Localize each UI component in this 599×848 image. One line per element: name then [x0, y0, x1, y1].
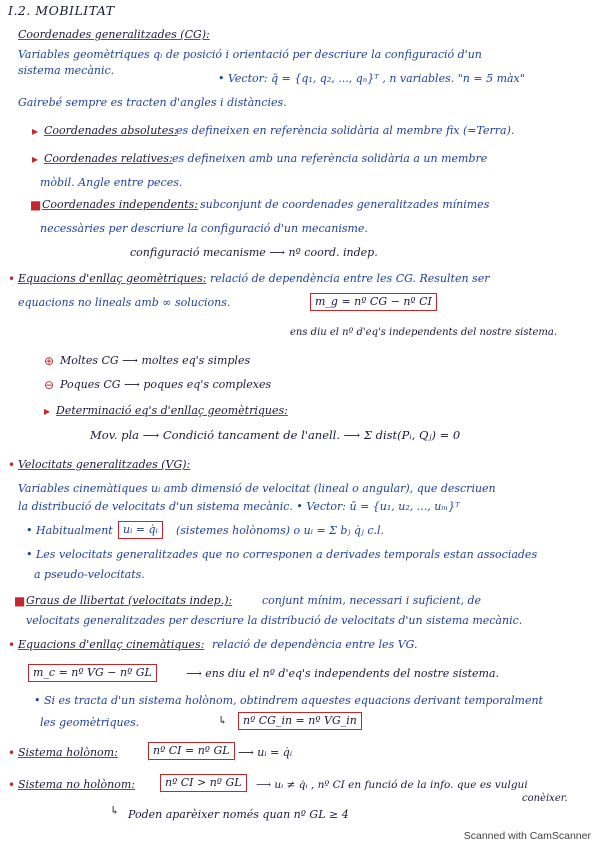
- cg-vg-box: nº CG_in = nº VG_in: [238, 712, 362, 730]
- det-text: Mov. pla ⟶ Condició tancament de l'anell. ⟶ Σ dist(Pᵢ, Qⱼ) = 0: [90, 428, 461, 442]
- eq-geo-title: Equacions d'enllaç geomètriques:: [18, 272, 207, 285]
- gl-text: conjunt mínim, necessari i suficient, de: [262, 594, 482, 607]
- nohol-text: ⟶ uᵢ ≠ q̇ᵢ , nº CI en funció de la info. que es vulgui: [256, 779, 528, 791]
- abs-title: Coordenades absolutes:: [44, 124, 178, 137]
- det-title: Determinació eq's d'enllaç geomètriques:: [56, 404, 288, 417]
- circled-minus-icon: ⊖: [44, 378, 55, 392]
- rel-text-2: mòbil. Angle entre peces.: [40, 176, 183, 189]
- dot-bullet-icon: •: [8, 272, 16, 286]
- eq-geo-text: relació de dependència entre les CG. Resulten ser: [210, 272, 490, 285]
- rel-text: es defineixen amb una referència solidària a un membre: [172, 152, 488, 165]
- cg-text-3: Gairebé sempre es tracten d'angles i distàncies.: [18, 96, 287, 109]
- eq-cin-text-1: • Si es tracta d'un sistema holònom, obtindrem aquestes equacions derivant temporalment: [34, 694, 543, 707]
- triangle-bullet-icon: ▸: [32, 152, 39, 166]
- few-cg-item: Poques CG ⟶ poques eq's complexes: [60, 378, 272, 391]
- ind-text: subconjunt de coordenades generalitzades mínimes: [200, 198, 490, 211]
- ind-title: Coordenades independents:: [42, 198, 199, 211]
- square-bullet-icon: ■: [14, 594, 26, 608]
- eq-geo-text-2: equacions no lineals amb ∞ solucions.: [18, 296, 231, 309]
- nohol-box: nº CI > nº GL: [160, 774, 247, 792]
- mc-formula-box: m_c = nº VG − nº GL: [28, 664, 157, 682]
- hol-text: ⟶ uᵢ = q̇ᵢ: [238, 746, 293, 759]
- gl-text-2: velocitats generalitzades per descriure la distribució de velocitats d'un sistema mecànic.: [26, 614, 523, 627]
- vg-text-4: a pseudo-velocitats.: [34, 568, 145, 581]
- vg-title: Velocitats generalitzades (VG):: [18, 458, 191, 471]
- eq-cin-note: ⟶ ens diu el nº d'eq's independents del nostre sistema.: [186, 667, 500, 680]
- abs-text: es defineixen en referència solidària al membre fix (=Terra).: [176, 124, 515, 137]
- many-cg-item: Moltes CG ⟶ moltes eq's simples: [60, 354, 251, 367]
- square-bullet-icon: ■: [30, 198, 42, 212]
- vg-text-3: • Les velocitats generalitzades que no corresponen a derivades temporals estan associades: [26, 548, 538, 561]
- last-line: Poden aparèixer només quan nº GL ≥ 4: [128, 808, 349, 821]
- ind-arrow: configuració mecanisme ⟶ nº coord. indep.: [130, 246, 378, 259]
- ui-qi-box: uᵢ = q̇ᵢ: [118, 521, 163, 539]
- eq-cin-text: relació de dependència entre les VG.: [212, 638, 418, 651]
- hol-box: nº CI = nº GL: [148, 742, 235, 760]
- vg-hab-rest: (sistemes holònoms) o uᵢ = Σ bⱼ q̇ⱼ c.l.: [176, 524, 384, 537]
- nohol-title: Sistema no holònom:: [18, 778, 136, 791]
- eq-geo-note: ens diu el nº d'eq's independents del nostre sistema.: [290, 327, 558, 338]
- dot-bullet-icon: •: [8, 458, 16, 472]
- rel-title: Coordenades relatives:: [44, 152, 173, 165]
- vg-hab: • Habitualment: [26, 524, 113, 537]
- eq-cin-title: Equacions d'enllaç cinemàtiques:: [18, 638, 205, 651]
- triangle-bullet-icon: ▸: [32, 124, 39, 138]
- section-heading: I.2. MOBILITAT: [8, 3, 115, 18]
- hol-title: Sistema holònom:: [18, 746, 118, 759]
- cg-vector: • Vector: q̄ = {q₁, q₂, ..., qₙ}ᵀ , n variables. "n = 5 màx": [218, 72, 525, 85]
- vg-text-2: la distribució de velocitats d'un sistema mecànic. • Vector: ū = {u₁, u₂, ..., uₘ}ᵀ: [18, 500, 460, 513]
- mg-formula-box: m_g = nº CG − nº CI: [310, 293, 437, 311]
- cg-text-2: sistema mecànic.: [18, 64, 115, 77]
- nohol-text-2: conèixer.: [522, 793, 568, 804]
- hook-arrow-icon: ↳: [218, 714, 228, 727]
- cg-title: Coordenades generalitzades (CG):: [18, 28, 210, 41]
- dot-bullet-icon: •: [8, 778, 16, 792]
- ind-text-2: necessàries per descriure la configuració d'un mecanisme.: [40, 222, 368, 235]
- dot-bullet-icon: •: [8, 638, 16, 652]
- hook-arrow-icon: ↳: [110, 804, 120, 817]
- scanner-watermark: Scanned with CamScanner: [463, 830, 591, 842]
- circled-plus-icon: ⊕: [44, 354, 55, 368]
- triangle-bullet-icon: ▸: [44, 404, 51, 418]
- eq-cin-text-2: les geomètriques.: [40, 716, 140, 729]
- gl-title: Graus de llibertat (velocitats indep.):: [26, 594, 233, 607]
- cg-text-1: Variables geomètriques qᵢ de posició i orientació per descriure la configuració d'un: [18, 48, 482, 61]
- vg-text-1: Variables cinemàtiques uᵢ amb dimensió de velocitat (lineal o angular), que descriuen: [18, 482, 496, 495]
- dot-bullet-icon: •: [8, 746, 16, 760]
